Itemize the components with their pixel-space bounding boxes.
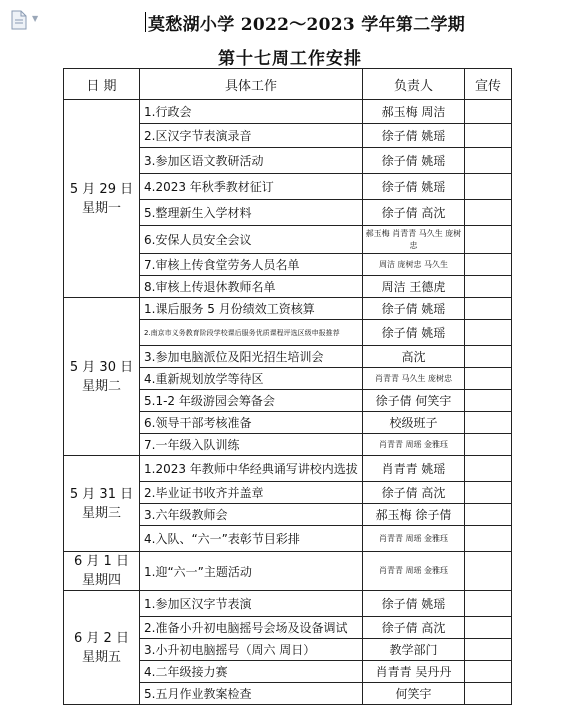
weekday-text: 星期一	[81, 200, 121, 216]
owner-cell: 郝玉梅 周洁	[363, 100, 465, 124]
weekday-text: 星期二	[81, 378, 121, 394]
table-row	[64, 456, 512, 482]
owner-cell: 徐子倩 姚瑶	[363, 174, 465, 200]
publicity-cell	[465, 552, 512, 591]
owner-cell: 徐子倩 姚瑶	[363, 148, 465, 174]
table-row	[64, 552, 512, 591]
schedule-table	[63, 68, 512, 705]
publicity-cell	[465, 100, 512, 124]
task-cell: 5.整理新生入学材料	[140, 200, 363, 226]
owner-cell: 肖青青 马久生 庞树忠	[363, 368, 465, 390]
task-cell: 2.区汉字节表演录音	[140, 124, 363, 148]
weekday-text: 星期四	[81, 573, 121, 588]
owner-cell: 徐子倩 姚瑶	[363, 320, 465, 346]
date-cell	[64, 552, 140, 591]
table-row	[64, 298, 512, 320]
header-task: 具体工作	[140, 69, 363, 100]
header-publicity: 宣传	[465, 69, 512, 100]
publicity-cell	[465, 683, 512, 705]
task-cell: 7.审核上传食堂劳务人员名单	[140, 254, 363, 276]
publicity-cell	[465, 504, 512, 526]
task-cell: 4.二年级接力赛	[140, 661, 363, 683]
page-title: 莫愁湖小学 2022～2023 学年第二学期	[148, 15, 466, 35]
owner-cell: 教学部门	[363, 639, 465, 661]
publicity-cell	[465, 482, 512, 504]
task-cell: 5.五月作业教案检查	[140, 683, 363, 705]
owner-cell: 郝玉梅 肖青青 马久生 庞树忠	[363, 226, 465, 254]
owner-cell: 徐子倩 何笑宇	[363, 390, 465, 412]
owner-cell: 周洁 庞树忠 马久生	[363, 254, 465, 276]
date-text: 6 月 1 日	[74, 554, 129, 569]
publicity-cell	[465, 368, 512, 390]
table-row	[64, 100, 512, 124]
task-cell: 3.参加电脑派位及阳光招生培训会	[140, 346, 363, 368]
publicity-cell	[465, 346, 512, 368]
publicity-cell	[465, 639, 512, 661]
table-header-row	[64, 69, 512, 100]
header-date: 日 期	[64, 69, 140, 100]
task-cell: 3.参加区语文教研活动	[140, 148, 363, 174]
owner-cell: 肖青青 周瑶 金雅珏	[363, 434, 465, 456]
publicity-cell	[465, 226, 512, 254]
publicity-cell	[465, 456, 512, 482]
task-cell: 1.行政会	[140, 100, 363, 124]
date-cell	[64, 456, 140, 552]
publicity-cell	[465, 174, 512, 200]
task-cell: 3.小升初电脑摇号（周六 周日）	[140, 639, 363, 661]
owner-cell: 校级班子	[363, 412, 465, 434]
owner-cell: 肖青青 周瑶 金雅珏	[363, 526, 465, 552]
owner-cell: 徐子倩 姚瑶	[363, 124, 465, 148]
owner-cell: 何笑宇	[363, 683, 465, 705]
publicity-cell	[465, 390, 512, 412]
page-bottom-edge	[0, 712, 580, 723]
owner-cell: 徐子倩 姚瑶	[363, 591, 465, 617]
publicity-cell	[465, 276, 512, 298]
task-cell: 4.入队、“六一”表彰节目彩排	[140, 526, 363, 552]
owner-cell: 徐子倩 高沈	[363, 200, 465, 226]
task-cell: 6.领导干部考核准备	[140, 412, 363, 434]
task-cell: 1.参加区汉字节表演	[140, 591, 363, 617]
task-cell: 1.迎“六一”主题活动	[140, 552, 363, 591]
date-text: 5 月 30 日	[69, 359, 134, 375]
date-text: 5 月 31 日	[69, 486, 134, 502]
weekday-text: 星期五	[81, 649, 121, 665]
task-cell: 4.2023 年秋季教材征订	[140, 174, 363, 200]
owner-cell: 肖青青 周瑶 金雅珏	[363, 552, 465, 591]
date-text: 6 月 2 日	[74, 630, 129, 646]
task-cell: 1.2023 年教师中华经典诵写讲校内选拔	[140, 456, 363, 482]
task-cell: 6.安保人员安全会议	[140, 226, 363, 254]
publicity-cell	[465, 254, 512, 276]
owner-cell: 肖青青 姚瑶	[363, 456, 465, 482]
publicity-cell	[465, 526, 512, 552]
task-cell: 2.毕业证书收齐并盖章	[140, 482, 363, 504]
publicity-cell	[465, 434, 512, 456]
publicity-cell	[465, 617, 512, 639]
owner-cell: 徐子倩 高沈	[363, 482, 465, 504]
date-cell	[64, 100, 140, 298]
publicity-cell	[465, 124, 512, 148]
publicity-cell	[465, 320, 512, 346]
date-cell	[64, 591, 140, 705]
publicity-cell	[465, 591, 512, 617]
table-row	[64, 591, 512, 617]
publicity-cell	[465, 148, 512, 174]
date-text: 5 月 29 日	[69, 181, 134, 197]
weekday-text: 星期三	[81, 505, 121, 521]
task-cell: 5.1-2 年级游园会筹备会	[140, 390, 363, 412]
dropdown-arrow-icon[interactable]: ▼	[32, 14, 39, 23]
task-cell: 8.审核上传退休教师名单	[140, 276, 363, 298]
owner-cell: 高沈	[363, 346, 465, 368]
owner-cell: 周洁 王德虎	[363, 276, 465, 298]
task-cell: 2.南京市义务教育阶段学校课后服务优质课程评选区级申报推荐	[140, 320, 363, 346]
owner-cell: 徐子倩 高沈	[363, 617, 465, 639]
page-subtitle: 第十七周工作安排	[218, 49, 362, 69]
publicity-cell	[465, 661, 512, 683]
publicity-cell	[465, 298, 512, 320]
task-cell: 4.重新规划放学等待区	[140, 368, 363, 390]
task-cell: 1.课后服务 5 月份绩效工资核算	[140, 298, 363, 320]
document-icon[interactable]	[10, 10, 28, 30]
owner-cell: 徐子倩 姚瑶	[363, 298, 465, 320]
text-cursor	[145, 12, 146, 32]
task-cell: 2.准备小升初电脑摇号会场及设备调试	[140, 617, 363, 639]
publicity-cell	[465, 200, 512, 226]
publicity-cell	[465, 412, 512, 434]
header-owner: 负责人	[363, 69, 465, 100]
owner-cell: 肖青青 吴丹丹	[363, 661, 465, 683]
date-cell	[64, 298, 140, 456]
task-cell: 7.一年级入队训练	[140, 434, 363, 456]
owner-cell: 郝玉梅 徐子倩	[363, 504, 465, 526]
task-cell: 3.六年级教师会	[140, 504, 363, 526]
